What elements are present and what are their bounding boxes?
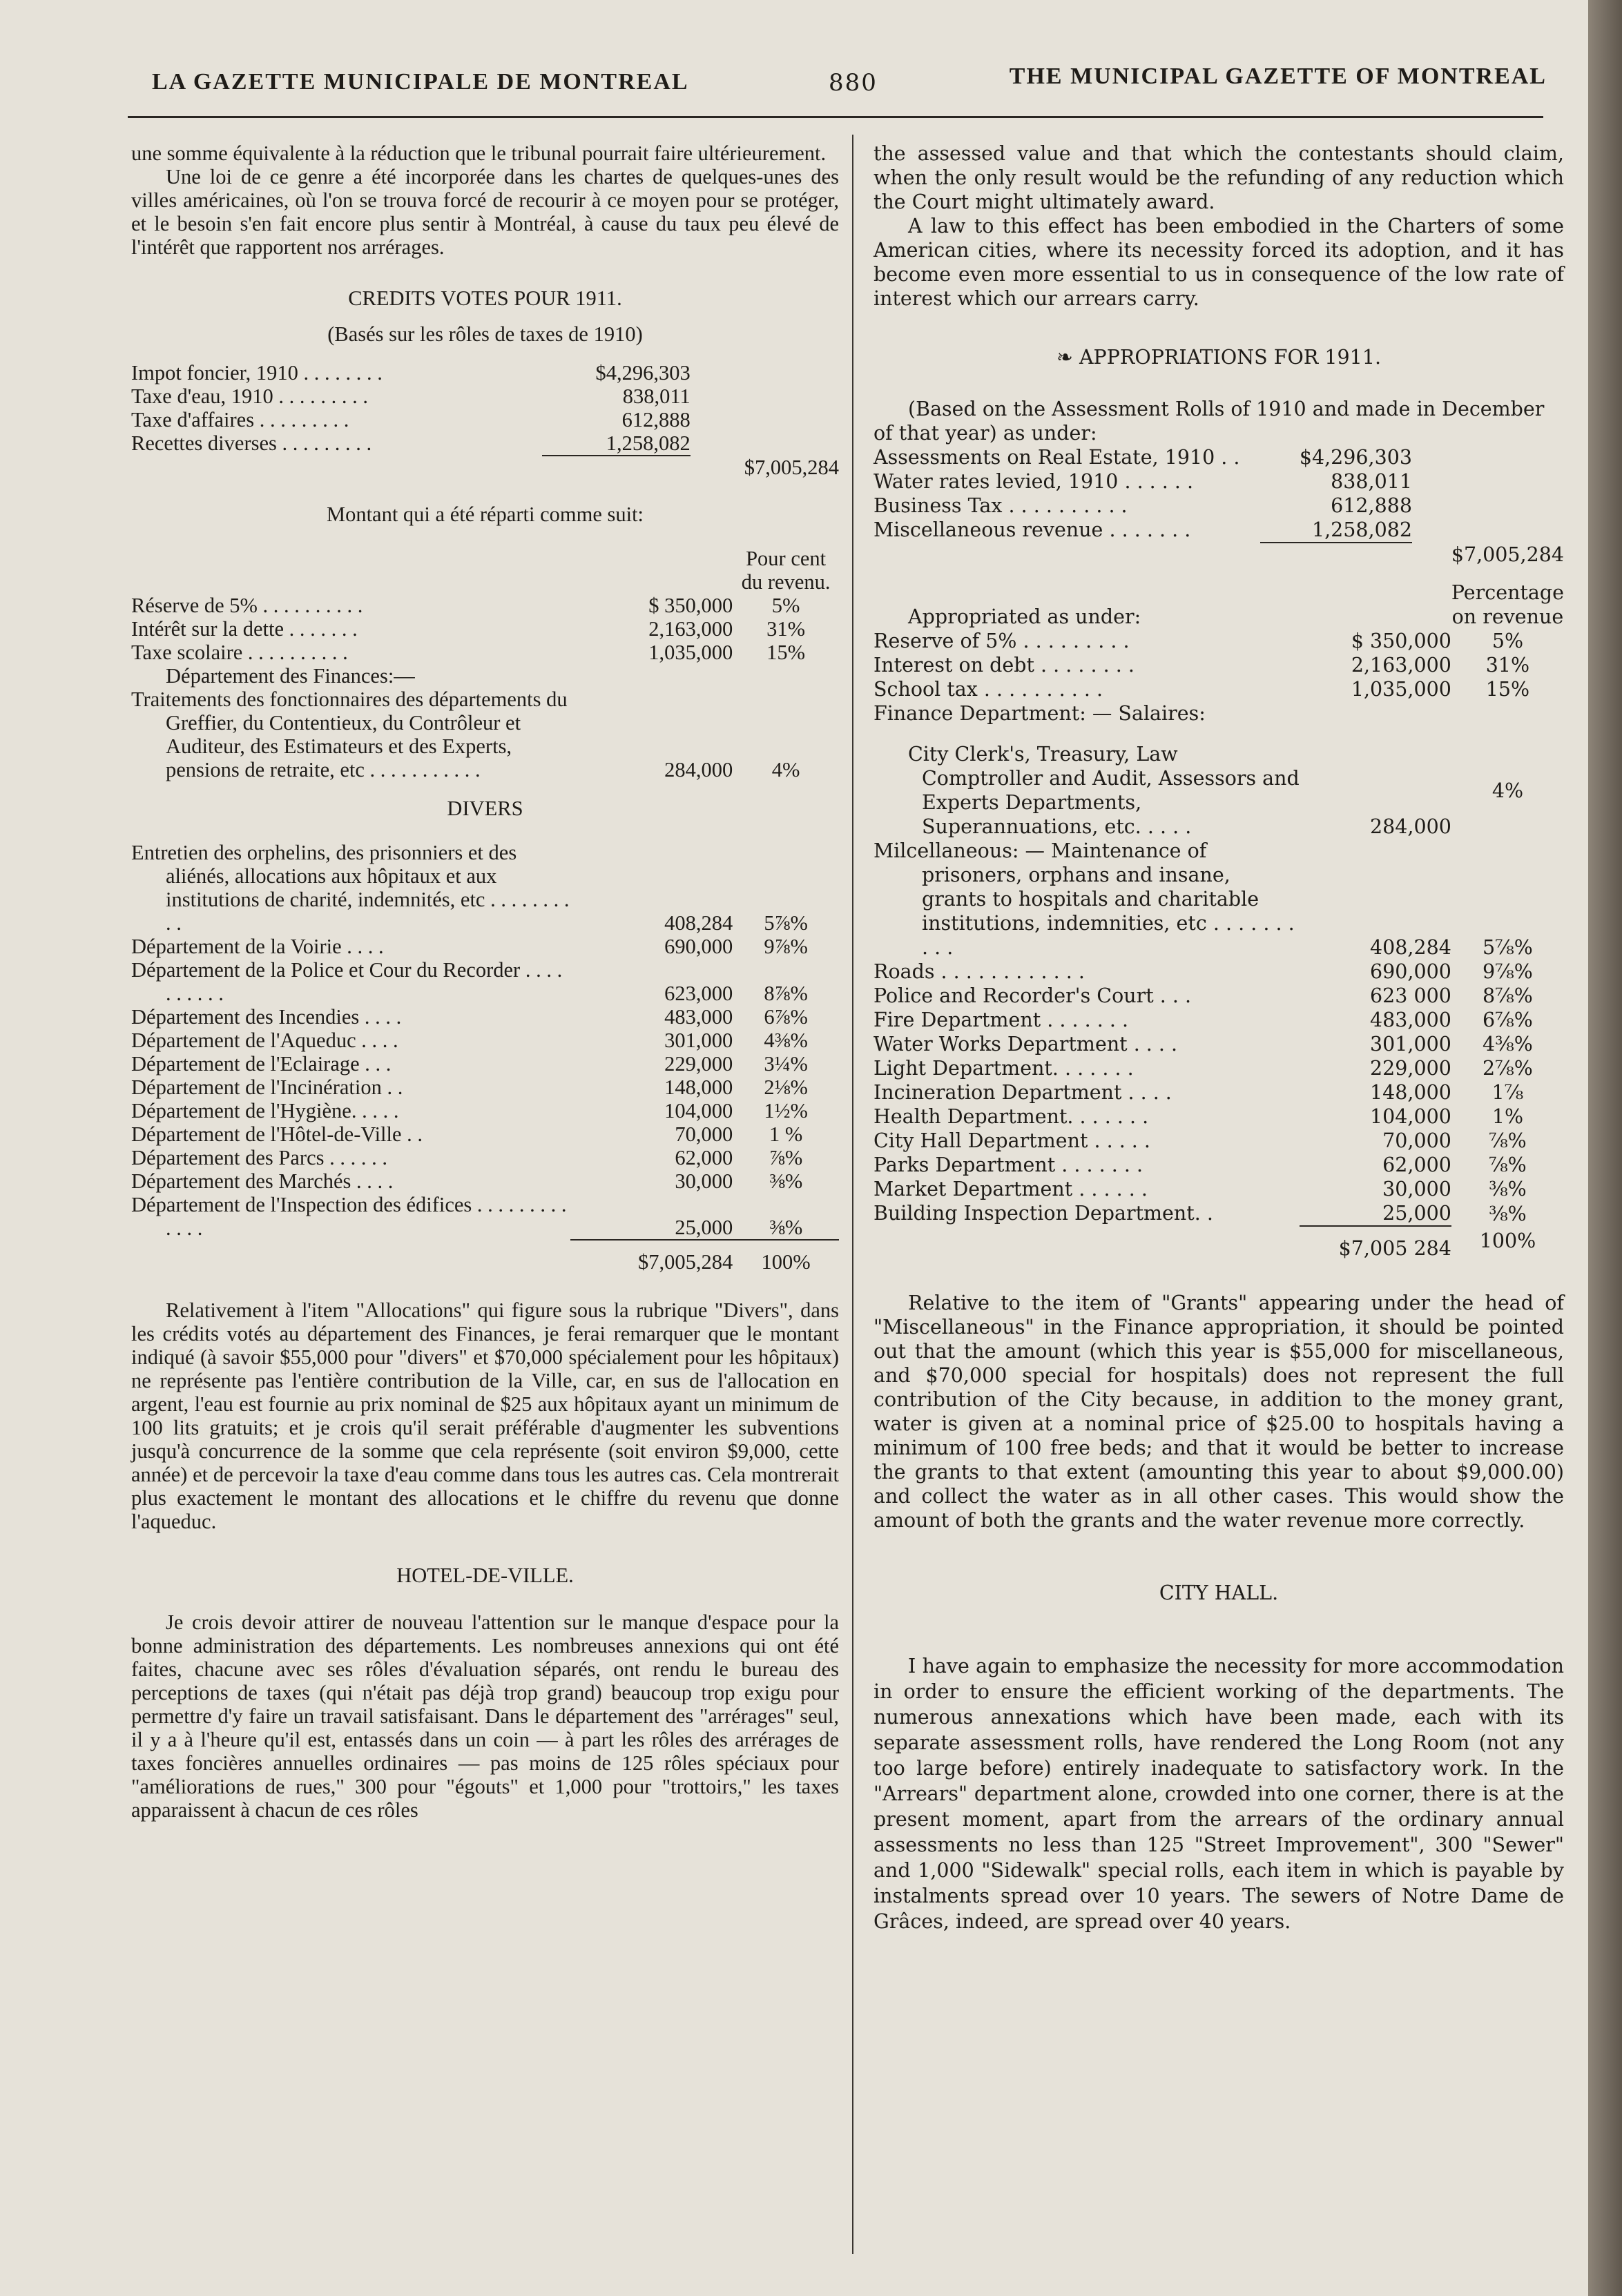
table-row xyxy=(873,1056,1564,1080)
table-row xyxy=(873,518,1564,543)
table-row xyxy=(131,617,839,641)
ornament-icon: ❧ xyxy=(1056,346,1079,369)
fr-allocations-paragraph: Relativement à l'item "Allocations" qui figure sous la rubrique "Divers", dans les crédits votés au département des Finances, je ferai remarquer que le montant indiqué (à savoir $55,000 pour "divers" et $70,000 spécialement pour les hôpitaux) ne représente pas l'entière contribution de la Ville, car, en sus de l'allocation en argent, l'eau est fournie au prix nominal de $25 aux hôpitaux ayant un minimum de 100 lits gratuits; et je crois qu'il serait préférable d'augmenter les subventions jusqu'à concurrence de la somme que cela représente (soit environ $9,000, cette année) et de percevoir la taxe d'eau comme dans tous les autres cas. Cela montrerait plus exactement le montant des allocations et le chiffre du revenu que donne l'aqueduc. xyxy=(131,1298,839,1533)
row-amount: 30,000 xyxy=(675,1169,733,1193)
table-row xyxy=(873,1153,1564,1177)
row-amount: $4,296,303 xyxy=(1299,446,1412,469)
table-row xyxy=(873,1129,1564,1153)
row-label: Département des Parcs . . . . . . xyxy=(131,1146,387,1169)
en-finance-pct: 4% xyxy=(1491,779,1524,802)
en-revenue-table xyxy=(873,445,1564,567)
row-label: School tax . . . . . . . . . . xyxy=(873,678,1103,701)
fr-hotel-paragraph: Je crois devoir attirer de nouveau l'attention sur le manque d'espace pour la bonne administration des départements. Les nombreuses annexions qui ont été faites, chacune avec ses rôles d'évaluation séparés, ont rendu le bureau des perceptions de taxes (qui n'était pas déjà trop grand) beaucoup trop exigu pour permettre d'y faire un travail satisfaisant. Dans le département des "arrérages" seul, il y a à l'heure qu'il est, entassés dans un coin — à part les rôles des arrérages de taxes foncières annuelles ordinaires — pas moins de 125 rôles spéciaux pour "améliorations de rues," 300 pour "égouts" et 1,000 pour "trottoirs," les taxes apparaissent à chacun de ces rôles xyxy=(131,1611,839,1822)
row-label: Recettes diverses . . . . . . . . . xyxy=(131,431,372,455)
row-amount: 2,163,000 xyxy=(1351,654,1451,677)
row-percent: 1½% xyxy=(764,1099,808,1122)
row-label: Département de l'Eclairage . . . xyxy=(131,1052,392,1076)
table-row xyxy=(131,1076,839,1099)
table-row xyxy=(873,839,1564,960)
row-label: Police and Recorder's Court . . . xyxy=(873,984,1192,1007)
fr-pct-head-2: du revenu. xyxy=(741,570,831,594)
en-city-hall-title: CITY HALL. xyxy=(1159,1582,1279,1604)
header-french-title: LA GAZETTE MUNICIPALE DE MONTREAL xyxy=(152,69,689,95)
row-label: Incineration Department . . . . xyxy=(873,1081,1172,1104)
row-amount: 25,000 xyxy=(675,1216,733,1239)
row-percent: 4⅜% xyxy=(1483,1033,1533,1055)
en-finance-text: City Clerk's, Treasury, Law Comptroller and Audit, Assessors and Experts Departments, Superannuations, etc. . . . . xyxy=(908,743,1300,838)
table-row xyxy=(131,1099,839,1122)
row-percent: 6⅞% xyxy=(1483,1009,1533,1031)
row-label: Département de l'Hôtel-de-Ville . . xyxy=(131,1122,423,1146)
row-label: Assessments on Real Estate, 1910 . . xyxy=(873,446,1240,469)
en-approp-title-text: APPROPRIATIONS FOR 1911. xyxy=(1079,346,1382,369)
row-amount: 1,258,082 xyxy=(606,431,691,455)
fr-pct-head-1: Pour cent xyxy=(746,547,827,570)
row-percent: 9⅞% xyxy=(1483,960,1533,983)
fr-divers-pct: 5⅞% xyxy=(764,911,808,935)
row-percent: 3¼% xyxy=(764,1052,808,1076)
revenue-total-row xyxy=(131,456,839,479)
row-percent: ⅜% xyxy=(769,1216,803,1239)
row-amount: 301,000 xyxy=(1370,1033,1451,1055)
row-amount: 62,000 xyxy=(1382,1154,1451,1176)
fr-alloc-total-pct: 100% xyxy=(733,1240,839,1274)
fr-allocation-table xyxy=(131,547,839,1274)
row-label: Interest on debt . . . . . . . . xyxy=(873,654,1135,677)
row-label: Département de la Police et Cour du Recorder . . . . . . . . . . xyxy=(131,958,563,1005)
page-header xyxy=(152,64,1547,110)
header-english-title: THE MUNICIPAL GAZETTE OF MONTREAL xyxy=(1009,64,1547,89)
en-alloc-total-pct: 100% xyxy=(1479,1229,1536,1252)
fr-repartition-heading: Montant qui a été réparti comme suit: xyxy=(326,503,644,526)
row-label: Impot foncier, 1910 . . . . . . . . xyxy=(131,361,383,385)
row-percent: 1% xyxy=(1491,1105,1524,1128)
row-amount: 623,000 xyxy=(664,982,733,1005)
fr-alloc-total: $7,005,284 xyxy=(570,1240,733,1274)
en-approp-subtitle: (Based on the Assessment Rolls of 1910 and made in December of that year) as under: xyxy=(873,398,1545,445)
table-row xyxy=(131,431,839,456)
table-row xyxy=(873,1177,1564,1201)
en-misc-text: Milcellaneous: — Maintenance of prisoners, orphans and insane, grants to hospitals and charitable institutions, indemnities, etc . . . . . . . . . . xyxy=(873,839,1295,959)
fr-intro-2: Une loi de ce genre a été incorporée dans les chartes de quelques-unes des villes américaines, où l'on se trouva forcé de recourir à ce moyen pour se protéger, et le besoin s'en fait encore plus sentir à Montréal, à cause du taux peu élevé de l'intérêt que rapportent nos arrérages. xyxy=(131,165,839,259)
row-label: Parks Department . . . . . . . xyxy=(873,1154,1143,1176)
page-number: 880 xyxy=(829,69,878,97)
fr-finances-pct: 4% xyxy=(771,758,800,781)
table-row xyxy=(131,641,839,664)
table-row xyxy=(131,1193,839,1240)
row-label: Département des Incendies . . . . xyxy=(131,1005,402,1029)
table-row xyxy=(873,629,1564,653)
en-revenue-total: $7,005,284 xyxy=(1451,543,1564,566)
row-amount: 70,000 xyxy=(1382,1129,1451,1152)
row-label: Miscellaneous revenue . . . . . . . xyxy=(873,518,1191,541)
table-row xyxy=(873,1008,1564,1032)
row-percent: 8⅞% xyxy=(764,982,808,1005)
table-row xyxy=(873,1032,1564,1056)
row-amount: $ 350,000 xyxy=(1351,630,1451,652)
fr-hotel-title: HOTEL-DE-VILLE. xyxy=(396,1564,574,1587)
row-amount: 690,000 xyxy=(664,935,733,958)
row-label: Département de l'Incinération . . xyxy=(131,1076,403,1099)
row-label: Département de l'Hygiène. . . . . xyxy=(131,1099,399,1122)
row-percent: 31% xyxy=(766,617,806,641)
en-intro-1: the assessed value and that which the contestants should claim, when the only result would be the refunding of any reduction which the Court might ultimately award. xyxy=(873,142,1564,213)
en-appropriated-heading: Appropriated as under: xyxy=(908,605,1141,628)
row-label: Département des Marchés . . . . xyxy=(131,1169,394,1193)
row-amount: $ 350,000 xyxy=(648,594,733,617)
table-row xyxy=(131,935,839,958)
row-percent: 4⅜% xyxy=(764,1029,808,1052)
row-amount: 229,000 xyxy=(664,1052,733,1076)
en-grants-paragraph: Relative to the item of "Grants" appearing under the head of "Miscellaneous" in the Finance appropriation, it should be pointed out that the amount (which this year is $55,000 for miscellaneous, and $70,000 special for hospitals) does not represent the full contribution of the City because, in addition to the money grant, water is given at a nominal price of $25.00 to hospitals having a minimum of 100 free beds; and that it would be better to increase the grants to that extent (amounting this year to about $9,000.00) and collect the water as in all other cases. This would show the amount of both the grants and the water revenue more correctly. xyxy=(873,1292,1564,1532)
table-row xyxy=(873,445,1564,469)
row-label: Light Department. . . . . . . xyxy=(873,1057,1134,1080)
row-label: Reserve of 5% . . . . . . . . . xyxy=(873,630,1130,652)
row-percent: ⅜% xyxy=(1489,1203,1527,1225)
table-row xyxy=(131,385,839,408)
en-finance-heading: Finance Department: — Salaires: xyxy=(873,702,1206,725)
row-percent: 2⅞% xyxy=(1483,1057,1533,1080)
fr-credits-title: CREDITS VOTES POUR 1911. xyxy=(348,286,622,310)
row-percent: 5% xyxy=(1491,630,1524,652)
table-row xyxy=(131,1122,839,1146)
en-misc-pct: 5⅞% xyxy=(1483,936,1533,959)
en-pct-head-2: on revenue xyxy=(1451,605,1564,628)
table-row xyxy=(873,984,1564,1008)
row-label: City Hall Department . . . . . xyxy=(873,1129,1150,1152)
row-percent: 8⅞% xyxy=(1483,984,1533,1007)
row-label: Water rates levied, 1910 . . . . . . xyxy=(873,470,1194,493)
row-percent: ⅞% xyxy=(769,1146,803,1169)
table-row xyxy=(873,677,1564,701)
en-finance-amount: 284,000 xyxy=(1370,815,1451,838)
en-allocation-table xyxy=(873,581,1564,1261)
en-approp-title xyxy=(873,345,1564,369)
row-amount: 483,000 xyxy=(1370,1009,1451,1031)
en-city-hall-paragraph: I have again to emphasize the necessity for more accommodation in order to ensure the efficient working of the departments. The numerous annexations which have been made, each with its separate assessment rolls, have rendered the Long Room (not any too large before) entirely inadequate to satisfactory work. In the "Arrears" department alone, crowded into one corner, there is at the present moment, apart from the arrears of the ordinary annual assessments no less than 125 "Street Improvement", 300 "Sewer" and 1,000 "Sidewalk" special rolls, each item in which is payable by instalments spread over 10 years. The sewers of Notre Dame de Grâces, indeed, are spread over 40 years. xyxy=(873,1655,1564,1933)
table-row xyxy=(873,742,1564,839)
table-row xyxy=(131,1169,839,1193)
table-row xyxy=(873,960,1564,984)
table-row xyxy=(131,408,839,431)
row-label: Taxe d'eau, 1910 . . . . . . . . . xyxy=(131,385,369,408)
table-row xyxy=(131,1005,839,1029)
french-column xyxy=(131,142,839,1822)
row-amount: 229,000 xyxy=(1370,1057,1451,1080)
row-percent: 6⅞% xyxy=(764,1005,808,1029)
row-amount: $4,296,303 xyxy=(595,361,691,385)
row-amount: 2,163,000 xyxy=(648,617,733,641)
row-amount: 301,000 xyxy=(664,1029,733,1052)
row-amount: 30,000 xyxy=(1382,1178,1451,1200)
row-label: Building Inspection Department. . xyxy=(873,1202,1213,1225)
row-amount: 70,000 xyxy=(675,1122,733,1146)
en-misc-amount: 408,284 xyxy=(1370,936,1451,959)
page-binding-edge xyxy=(1588,0,1622,2296)
row-amount: 483,000 xyxy=(664,1005,733,1029)
row-amount: 623 000 xyxy=(1370,984,1451,1007)
row-label: Taxe scolaire . . . . . . . . . . xyxy=(131,641,348,664)
english-column xyxy=(873,142,1564,1934)
row-percent: ⅞% xyxy=(1489,1154,1527,1176)
fr-finances-heading: Département des Finances:— xyxy=(166,664,415,688)
row-label: Département de l'Inspection des édifices . . . . . . . . . . . . . xyxy=(131,1193,567,1240)
row-amount: 1,035,000 xyxy=(648,641,733,664)
table-row xyxy=(131,841,839,935)
row-label: Intérêt sur la dette . . . . . . . xyxy=(131,617,358,641)
row-label: Water Works Department . . . . xyxy=(873,1033,1178,1055)
row-amount: 104,000 xyxy=(664,1099,733,1122)
row-amount: 25,000 xyxy=(1382,1202,1451,1225)
table-row xyxy=(131,1029,839,1052)
row-amount: 1,258,082 xyxy=(1311,518,1412,541)
row-amount: 612,888 xyxy=(1331,494,1412,517)
table-row xyxy=(873,494,1564,518)
row-label: Roads . . . . . . . . . . . . xyxy=(873,960,1085,983)
fr-revenue-table xyxy=(131,361,839,479)
row-label: Health Department. . . . . . . xyxy=(873,1105,1149,1128)
fr-divers-text: Entretien des orphelins, des prisonniers et des aliénés, allocations aux hôpitaux et aux institutions de charité, indemnités, etc . . . . . . . . . . xyxy=(131,841,570,935)
row-label: Département de l'Aqueduc . . . . xyxy=(131,1029,398,1052)
header-rule xyxy=(128,116,1543,118)
table-row xyxy=(131,361,839,385)
fr-finances-amount: 284,000 xyxy=(664,758,733,781)
row-amount: 62,000 xyxy=(675,1146,733,1169)
row-label: Business Tax . . . . . . . . . . xyxy=(873,494,1128,517)
fr-intro-1: une somme équivalente à la réduction que le tribunal pourrait faire ultérieurement. xyxy=(131,142,827,165)
table-row xyxy=(131,1052,839,1076)
row-amount: 104,000 xyxy=(1370,1105,1451,1128)
fr-revenue-total: $7,005,284 xyxy=(744,456,839,479)
row-label: Taxe d'affaires . . . . . . . . . xyxy=(131,408,349,431)
table-row xyxy=(873,653,1564,677)
row-label: Market Department . . . . . . xyxy=(873,1178,1148,1200)
table-row xyxy=(131,958,839,1005)
en-pct-head-1: Percentage xyxy=(1451,581,1564,604)
table-row xyxy=(873,1105,1564,1129)
table-row xyxy=(131,1146,839,1169)
row-amount: 1,035,000 xyxy=(1351,678,1451,701)
fr-divers-amount: 408,284 xyxy=(664,911,733,935)
row-percent: 5% xyxy=(771,594,800,617)
row-percent: ⅞% xyxy=(1489,1129,1527,1152)
row-percent: ⅜% xyxy=(769,1169,803,1193)
row-percent: 2⅛% xyxy=(764,1076,808,1099)
row-amount: 838,011 xyxy=(1331,470,1412,493)
row-label: Réserve de 5% . . . . . . . . . . xyxy=(131,594,363,617)
column-divider xyxy=(852,135,853,2254)
en-alloc-total: $7,005 284 xyxy=(1300,1226,1451,1261)
table-row xyxy=(873,1201,1564,1226)
table-row xyxy=(873,469,1564,494)
row-percent: 1 % xyxy=(769,1122,803,1146)
row-percent: 1⅞ xyxy=(1491,1081,1524,1104)
en-intro-2: A law to this effect has been embodied in the Charters of some American cities, where its necessity forced its adoption, and it has become even more essential to us in consequence of the low rate of interest which our arrears carry. xyxy=(873,215,1564,310)
row-percent: 15% xyxy=(766,641,806,664)
row-label: Fire Department . . . . . . . xyxy=(873,1009,1128,1031)
fr-credits-subtitle: (Basés sur les rôles de taxes de 1910) xyxy=(327,322,643,346)
table-row xyxy=(131,688,839,781)
fr-finances-text: Traitements des fonctionnaires des départements du Greffier, du Contentieux, du Contrôleur et Auditeur, des Estimateurs et des Experts, pensions de retraite, etc . . . . . . . . . . . xyxy=(131,688,568,781)
row-percent: ⅜% xyxy=(1489,1178,1527,1200)
fr-divers-title: DIVERS xyxy=(447,797,523,820)
row-amount: 148,000 xyxy=(664,1076,733,1099)
row-amount: 838,011 xyxy=(622,385,691,408)
row-percent: 31% xyxy=(1485,654,1530,677)
table-row xyxy=(131,594,839,617)
row-amount: 612,888 xyxy=(621,408,691,431)
row-percent: 9⅞% xyxy=(764,935,808,958)
revenue-total-row xyxy=(873,543,1564,567)
row-label: Département de la Voirie . . . . xyxy=(131,935,384,958)
row-amount: 148,000 xyxy=(1370,1081,1451,1104)
row-percent: 15% xyxy=(1485,678,1530,701)
row-amount: 690,000 xyxy=(1370,960,1451,983)
table-row xyxy=(873,1080,1564,1105)
